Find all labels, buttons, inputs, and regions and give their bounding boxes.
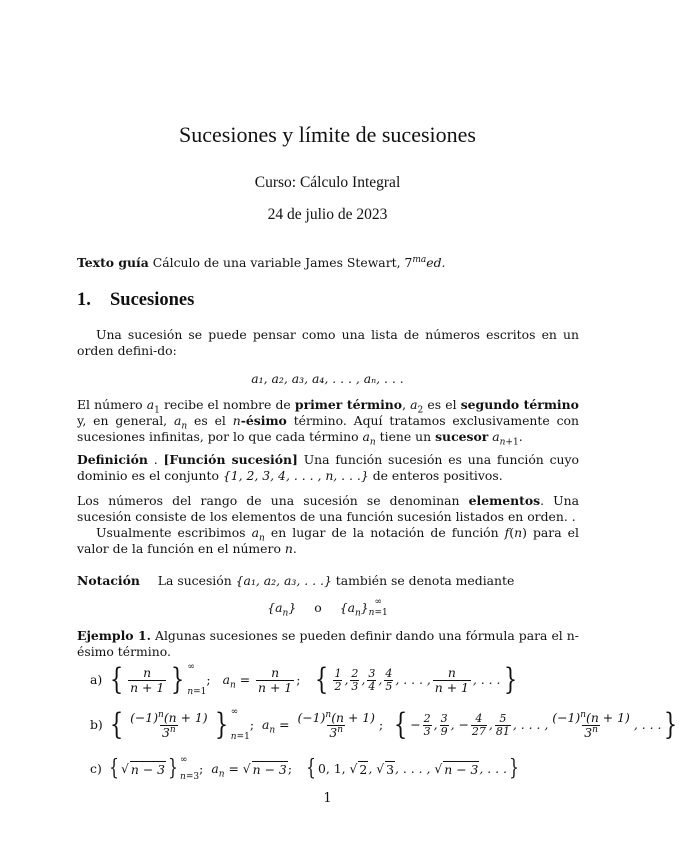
intro-paragraph: Una sucesión se puede pensar como una lista de números escritos en un orden defini-do:	[77, 327, 579, 358]
guide-body: Cálculo de una variable James Stewart, 7	[152, 255, 413, 270]
elements-paragraph	[77, 493, 579, 525]
section-heading	[77, 292, 194, 308]
guide-sup: ma	[412, 254, 427, 265]
section-title: Sucesiones	[110, 290, 195, 310]
usual-text-3: para el valor de la función en el número	[77, 525, 579, 556]
sequence-display	[0, 371, 655, 387]
example-paragraph	[77, 628, 579, 660]
guide-edition: ed.	[426, 255, 446, 270]
elements-bold: elementos	[468, 493, 541, 508]
notation-label: Notación	[77, 573, 140, 588]
example-label: Ejemplo 1.	[77, 628, 151, 643]
successor-bold: sucesor	[435, 429, 489, 444]
date-line: 24 de julio de 2023	[267, 206, 388, 223]
terms-text-2: recibe el nombre de	[163, 397, 291, 412]
notation-display: $\{a_n\}$ o $\{a_n\}$ ∞ n=1	[267, 597, 388, 619]
second-term-bold: segundo término	[460, 397, 579, 412]
definition-label: Definición	[77, 452, 148, 467]
definition-text-2: de enteros positivos.	[372, 468, 503, 483]
example-b-label: b)	[90, 717, 103, 732]
document-title: Sucesiones y límite de sucesiones	[179, 122, 476, 147]
example-a-label: a)	[90, 672, 103, 687]
notation-text-2: también se denota mediante	[335, 573, 515, 588]
elements-text-1: Los números del rango de una sucesión se denominan	[77, 493, 460, 508]
terms-text-6: término. Aquí tratamos exclusivamente con sucesiones infinitas, por lo que cada término	[77, 413, 579, 444]
example-c-label: c)	[90, 761, 102, 776]
example-text: Algunas sucesiones se pueden definir dando una fórmula para el n-ésimo término.	[77, 628, 579, 659]
notation-paragraph	[77, 573, 579, 589]
sequence-list: a₁, a₂, a₃, a₄, . . . , aₙ, . . .	[251, 371, 404, 386]
terms-text-5: es el	[194, 413, 226, 428]
usual-paragraph: Usualmente escribimos $a_n$ en lugar de la notación de función f(n) para el valor de la función en el número n.	[77, 525, 579, 556]
section-number: 1.	[77, 290, 91, 310]
example-a: a) { $\frac{n}{n + 1}$ } ∞ n=1 ; $a_n$ = $\frac{n}{n + 1}$ ; { $\frac{1}{2}$ , $\frac{2}{3}$ , $\frac{3}{4}$ , $\frac{4}{5}$ , . . . , $\frac{n}{n + 1}$ , . . . }	[90, 662, 517, 697]
notation-set: {a₁, a₂, a₃, . . .}	[235, 573, 332, 588]
definition-name: [Función sucesión]	[163, 452, 298, 467]
terms-text-7: tiene un	[379, 429, 432, 444]
course-line: Curso: Cálculo Integral	[254, 174, 401, 191]
terms-text-3: es el	[427, 397, 457, 412]
terms-paragraph: El número $a_1$ recibe el nombre de primer término, $a_2$ es el segundo término y, en general, $a_n$ es el n-ésimo término. Aquí tratamos exclusivamente con sucesiones infinitas, por lo que cada término $a_n$ tiene un sucesor $a_{n+1}$.	[77, 397, 579, 448]
nth-italic: n	[232, 413, 241, 428]
example-b: b) { $\frac{(-1)^n(n + 1)}{3^n}$ } ∞ n=1 ; $a_n$ = $\frac{(-1)^n(n + 1)}{3^n}$ ; { − $\frac{2}{3}$ , $\frac{3}{9}$ , − $\frac{4}{27}$ , $\frac{5}{81}$ , . . . , $\frac{(-1)^n(n + 1)}{3^n}$ , . . . }	[90, 707, 678, 742]
notation-or: o	[314, 600, 322, 615]
terms-text-4: y, en general,	[77, 413, 168, 428]
definition-set: {1, 2, 3, 4, . . . , n, . . .}	[222, 468, 369, 483]
guide-text	[77, 255, 579, 271]
usual-text-2: en lugar de la notación de función	[270, 525, 499, 540]
page-number: 1	[323, 791, 332, 806]
definition-paragraph: Definición . [Función sucesión] Una función sucesión es una función cuyo dominio es el conjunto {1, 2, 3, 4, . . . , n, . . .} de enteros positivos.	[77, 452, 579, 483]
usual-text-1: Usualmente escribimos	[96, 525, 246, 540]
definition-text-1: Una función sucesión es una función cuyo dominio es el conjunto	[77, 452, 579, 483]
notation-text: La sucesión	[157, 573, 232, 588]
example-c: c) { √ n − 3 } ∞ n=3 ; $a_n$ = √ n − 3 ; { 0, 1, √ 2 , √ 3 , . . . , √ n − 3 , . . . }	[90, 755, 519, 782]
elements-text-2: . Una sucesión consiste de los elementos de una función sucesión listados en orden. .	[77, 493, 579, 524]
nth-bold: -ésimo	[240, 413, 287, 428]
guide-label: Texto guía	[77, 255, 149, 270]
terms-text-1: El número	[77, 397, 143, 412]
first-term-bold: primer término	[294, 397, 403, 412]
